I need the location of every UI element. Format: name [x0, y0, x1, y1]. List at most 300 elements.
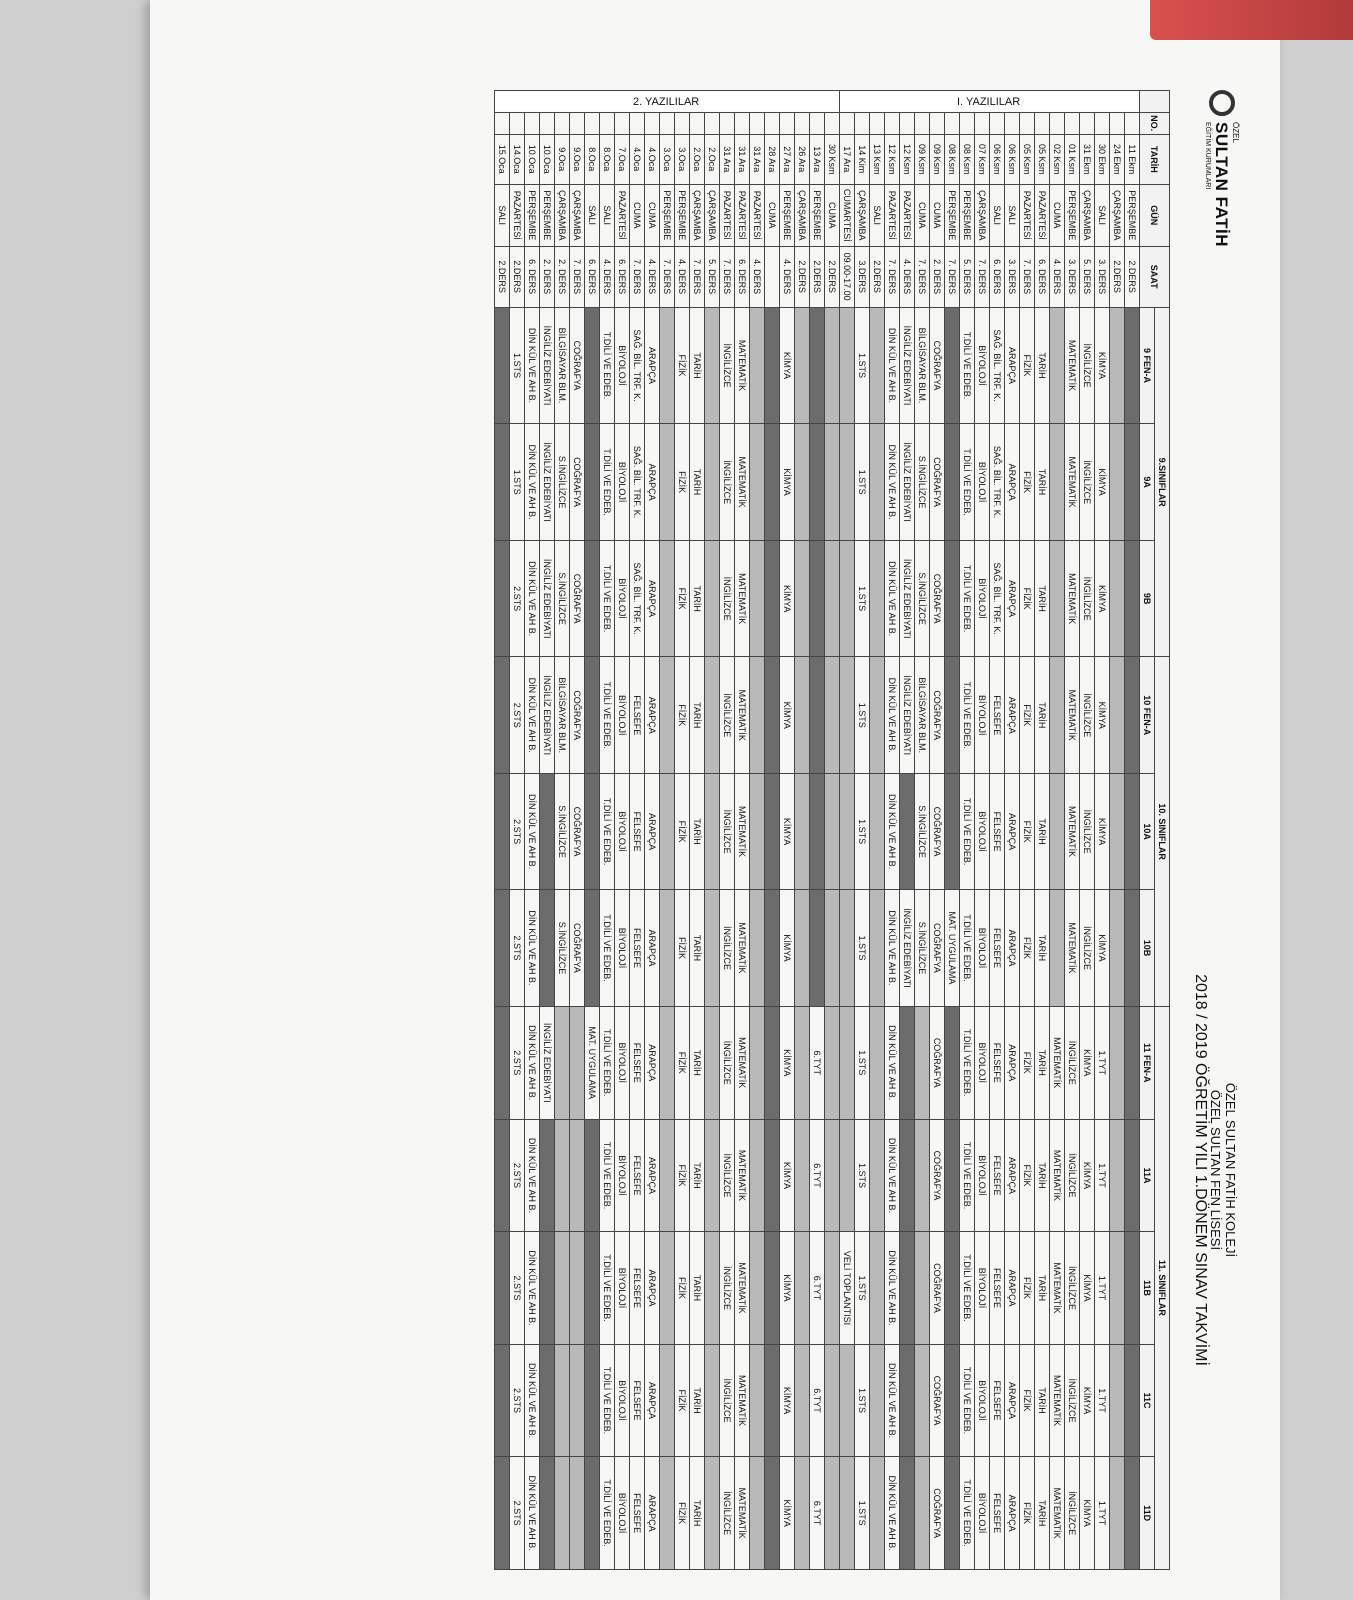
exam-cell: FİZİK: [675, 657, 690, 774]
time-cell: 7. DERS: [660, 246, 675, 307]
time-cell: 7. DERS: [720, 246, 735, 307]
exam-cell: SAĞ. BİL. TRF. K.: [990, 424, 1005, 541]
exam-cell: [1125, 657, 1140, 774]
heading-line-2: ÖZEL SULTAN FEN LİSESİ: [1208, 1089, 1223, 1251]
row-no: [660, 112, 675, 134]
exam-cell: [570, 1232, 585, 1345]
day-cell: PERŞEMBE: [1125, 185, 1140, 247]
day-cell: PAZARTESİ: [510, 185, 525, 247]
table-row: [1035, 91, 1050, 1570]
time-cell: 2.DERS: [795, 246, 810, 307]
exam-cell: KİMYA: [1095, 424, 1110, 541]
exam-cell: DİN KÜL VE AH B.: [525, 424, 540, 541]
time-cell: 6. DERS: [525, 246, 540, 307]
exam-cell: TARİH: [690, 1006, 705, 1119]
exam-cell: [825, 890, 840, 1007]
date-cell: 9.Oca: [570, 134, 585, 184]
exam-cell: T.DİLİ VE EDEB.: [960, 657, 975, 774]
day-cell: ÇARŞAMBA: [1080, 185, 1095, 247]
row-no: [1080, 112, 1095, 134]
exam-cell: [795, 774, 810, 890]
exam-cell: DİN KÜL VE AH B.: [885, 540, 900, 657]
exam-cell: MAT. UYGULAMA: [945, 890, 960, 1007]
exam-cell: ARAPÇA: [1005, 1344, 1020, 1457]
day-cell: ÇARŞAMBA: [795, 185, 810, 247]
exam-cell: COĞRAFYA: [570, 307, 585, 424]
time-cell: 6. DERS: [735, 246, 750, 307]
exam-cell: [900, 1344, 915, 1457]
exam-cell: FİZİK: [675, 424, 690, 541]
date-cell: 11 Ekm: [1125, 134, 1140, 184]
exam-cell: [750, 1006, 765, 1119]
exam-cell: [585, 424, 600, 541]
exam-cell: DİN KÜL VE AH B.: [525, 1344, 540, 1457]
exam-cell: FELSEFE: [990, 1006, 1005, 1119]
day-cell: PAZARTESİ: [735, 185, 750, 247]
exam-cell: [495, 657, 510, 774]
exam-cell: [705, 890, 720, 1007]
exam-cell: İNGİLİZCE: [1080, 890, 1095, 1007]
exam-cell: 2.STS: [510, 657, 525, 774]
exam-cell: FİZİK: [1020, 1344, 1035, 1457]
exam-cell: TARİH: [690, 774, 705, 890]
row-no: [1035, 112, 1050, 134]
time-cell: 2. DERS: [930, 246, 945, 307]
exam-cell: FİZİK: [1020, 1457, 1035, 1570]
date-cell: 31 Ara: [720, 134, 735, 184]
exam-cell: [705, 1457, 720, 1570]
exam-cell: FELSEFE: [630, 774, 645, 890]
row-no: [885, 112, 900, 134]
exam-cell: İNGİLİZCE: [1080, 774, 1095, 890]
table-row: [885, 91, 900, 1570]
exam-cell: [825, 1232, 840, 1345]
exam-cell: [765, 307, 780, 424]
exam-cell: TARİH: [1035, 1232, 1050, 1345]
exam-cell: COĞRAFYA: [570, 774, 585, 890]
exam-cell: DİN KÜL VE AH B.: [525, 1232, 540, 1345]
day-cell: ÇARŞAMBA: [705, 185, 720, 247]
time-cell: 6. DERS: [990, 246, 1005, 307]
row-no: [690, 112, 705, 134]
exam-cell: 2.STS: [510, 774, 525, 890]
header-time: SAAT: [1140, 246, 1170, 307]
exam-cell: T.DİLİ VE EDEB.: [960, 1119, 975, 1232]
exam-cell: 2.STS: [510, 1344, 525, 1457]
table-row: [1020, 91, 1035, 1570]
exam-cell: [1110, 1119, 1125, 1232]
exam-cell: [705, 657, 720, 774]
class-header: 9 FEN-A: [1140, 307, 1155, 424]
exam-cell: [870, 774, 885, 890]
exam-cell: ARAPÇA: [645, 540, 660, 657]
exam-cell: FİZİK: [1020, 307, 1035, 424]
exam-cell: [495, 1457, 510, 1570]
exam-cell: FİZİK: [1020, 1119, 1035, 1232]
exam-cell: T.DİLİ VE EDEB.: [960, 1232, 975, 1345]
exam-cell: [945, 1119, 960, 1232]
table-row: [780, 91, 795, 1570]
exam-cell: DİN KÜL VE AH B.: [885, 1006, 900, 1119]
exam-cell: DİN KÜL VE AH B.: [525, 1119, 540, 1232]
exam-cell: [945, 424, 960, 541]
exam-cell: [570, 1457, 585, 1570]
time-cell: 7. DERS: [1020, 246, 1035, 307]
exam-cell: MATEMATİK: [1050, 1119, 1065, 1232]
table-row: [975, 91, 990, 1570]
exam-cell: KİMYA: [1080, 1344, 1095, 1457]
exam-cell: [900, 1119, 915, 1232]
exam-cell: ARAPÇA: [645, 1344, 660, 1457]
day-cell: PERŞEMBE: [945, 185, 960, 247]
header-date: TARİH: [1140, 134, 1170, 184]
time-cell: 5. DERS: [1080, 246, 1095, 307]
exam-cell: [765, 657, 780, 774]
exam-cell: TARİH: [1035, 774, 1050, 890]
exam-cell: [765, 1006, 780, 1119]
exam-cell: 6.TYT: [810, 1457, 825, 1570]
exam-cell: [555, 1119, 570, 1232]
exam-cell: 2.STS: [510, 1457, 525, 1570]
exam-cell: MATEMATİK: [735, 657, 750, 774]
table-row: [570, 91, 585, 1570]
logo-name: SULTAN FATİH: [1212, 122, 1231, 247]
logo-icon: [1209, 90, 1235, 116]
exam-cell: [570, 1119, 585, 1232]
exam-cell: İNGİLİZ EDEBİYATI: [540, 307, 555, 424]
exam-cell: BİLGİSAYAR BLM.: [915, 657, 930, 774]
exam-cell: 1.STS: [855, 890, 870, 1007]
exam-cell: FELSEFE: [630, 1006, 645, 1119]
table-row: [1005, 91, 1020, 1570]
exam-cell: COĞRAFYA: [930, 657, 945, 774]
exam-cell: COĞRAFYA: [930, 1006, 945, 1119]
exam-cell: [840, 1006, 855, 1119]
exam-cell: SAĞ. BİL. TRF. K.: [630, 424, 645, 541]
time-cell: 2.DERS: [1110, 246, 1125, 307]
time-cell: 4. DERS: [645, 246, 660, 307]
exam-cell: İNGİLİZ EDEBİYATI: [540, 540, 555, 657]
exam-cell: [900, 1006, 915, 1119]
exam-cell: BİLGİSAYAR BLM.: [915, 307, 930, 424]
table-row: [720, 91, 735, 1570]
exam-cell: KİMYA: [1080, 1119, 1095, 1232]
exam-cell: KİMYA: [780, 1232, 795, 1345]
exam-cell: 1.STS: [510, 307, 525, 424]
row-no: [795, 112, 810, 134]
time-cell: 2.DERS: [510, 246, 525, 307]
day-cell: PERŞEMBE: [675, 185, 690, 247]
heading-line-3: 2018 / 2019 ÖĞRETİM YILI 1.DÖNEM SINAV TAKVİMİ: [1192, 974, 1209, 1366]
exam-cell: S.İNGİLİZCE: [915, 890, 930, 1007]
row-no: [1020, 112, 1035, 134]
exam-cell: MATEMATİK: [735, 1344, 750, 1457]
time-cell: 4. DERS: [750, 246, 765, 307]
exam-cell: KİMYA: [780, 1119, 795, 1232]
class-header: 11 FEN-A: [1140, 1006, 1155, 1119]
exam-cell: [765, 774, 780, 890]
exam-cell: [915, 1232, 930, 1345]
exam-cell: 1.TYT: [1095, 1119, 1110, 1232]
section-first-exams: I. YAZILILAR: [840, 91, 1140, 113]
row-no: [900, 112, 915, 134]
table-row: [585, 91, 600, 1570]
exam-cell: [540, 890, 555, 1007]
exam-cell: BİYOLOJİ: [975, 1006, 990, 1119]
exam-cell: [1125, 1457, 1140, 1570]
exam-cell: T.DİLİ VE EDEB.: [960, 1006, 975, 1119]
exam-cell: SAĞ. BİL. TRF. K.: [990, 540, 1005, 657]
day-cell: PAZARTESİ: [720, 185, 735, 247]
exam-cell: [765, 424, 780, 541]
row-no: [975, 112, 990, 134]
exam-cell: [495, 774, 510, 890]
date-cell: 8.Oca: [600, 134, 615, 184]
exam-cell: ARAPÇA: [645, 774, 660, 890]
exam-cell: 1.STS: [855, 424, 870, 541]
table-row: [765, 91, 780, 1570]
table-row: [1065, 91, 1080, 1570]
row-no: [600, 112, 615, 134]
exam-cell: ARAPÇA: [1005, 1119, 1020, 1232]
exam-cell: İNGİLİZ EDEBİYATI: [540, 1006, 555, 1119]
exam-cell: İNGİLİZCE: [720, 1232, 735, 1345]
date-cell: 13 Ksm: [870, 134, 885, 184]
exam-cell: [825, 540, 840, 657]
table-row: [855, 91, 870, 1570]
exam-cell: [585, 657, 600, 774]
exam-cell: BİYOLOJİ: [615, 1232, 630, 1345]
time-cell: 2. DERS: [540, 246, 555, 307]
exam-cell: T.DİLİ VE EDEB.: [600, 1457, 615, 1570]
exam-cell: İNGİLİZCE: [720, 307, 735, 424]
class-header: 11A: [1140, 1119, 1155, 1232]
exam-cell: DİN KÜL VE AH B.: [525, 890, 540, 1007]
row-no: [1095, 112, 1110, 134]
exam-cell: DİN KÜL VE AH B.: [885, 657, 900, 774]
exam-cell: ARAPÇA: [1005, 774, 1020, 890]
day-cell: SALI: [600, 185, 615, 247]
date-cell: 31 Ara: [750, 134, 765, 184]
exam-cell: MATEMATİK: [735, 307, 750, 424]
table-row: [930, 91, 945, 1570]
row-no: [735, 112, 750, 134]
exam-cell: [750, 890, 765, 1007]
exam-cell: MATEMATİK: [735, 540, 750, 657]
exam-cell: [765, 1119, 780, 1232]
exam-cell: [1125, 1119, 1140, 1232]
exam-cell: 1.STS: [855, 1119, 870, 1232]
exam-cell: FİZİK: [675, 1344, 690, 1457]
exam-cell: [495, 1119, 510, 1232]
date-cell: 3.Oca: [660, 134, 675, 184]
class-header: 11D: [1140, 1457, 1155, 1570]
table-row: [900, 91, 915, 1570]
exam-cell: [795, 1232, 810, 1345]
table-row: [645, 91, 660, 1570]
class-header-row: [1140, 91, 1155, 1570]
exam-cell: İNGİLİZCE: [720, 890, 735, 1007]
exam-cell: [825, 424, 840, 541]
exam-cell: TARİH: [1035, 307, 1050, 424]
exam-cell: TARİH: [1035, 657, 1050, 774]
exam-cell: 6.TYT: [810, 1119, 825, 1232]
exam-cell: BİYOLOJİ: [975, 1232, 990, 1345]
exam-cell: DİN KÜL VE AH B.: [885, 424, 900, 541]
exam-cell: BİYOLOJİ: [615, 657, 630, 774]
time-cell: 2.DERS: [870, 246, 885, 307]
row-no: [780, 112, 795, 134]
time-cell: 3. DERS: [1095, 246, 1110, 307]
exam-cell: [585, 890, 600, 1007]
exam-cell: İNGİLİZCE: [1065, 1344, 1080, 1457]
exam-cell: [1125, 774, 1140, 890]
exam-cell: [795, 307, 810, 424]
row-no: [765, 112, 780, 134]
exam-cell: T.DİLİ VE EDEB.: [600, 540, 615, 657]
exam-cell: FİZİK: [1020, 774, 1035, 890]
exam-cell: KİMYA: [780, 890, 795, 1007]
exam-cell: TARİH: [690, 1119, 705, 1232]
exam-cell: ARAPÇA: [645, 657, 660, 774]
exam-cell: [495, 1232, 510, 1345]
exam-cell: [795, 657, 810, 774]
exam-cell: [555, 1232, 570, 1345]
exam-cell: [1050, 890, 1065, 1007]
exam-cell: TARİH: [1035, 1006, 1050, 1119]
table-row: [630, 91, 645, 1570]
row-no: [510, 112, 525, 134]
exam-cell: [1110, 774, 1125, 890]
exam-cell: [495, 424, 510, 541]
exam-cell: ARAPÇA: [1005, 540, 1020, 657]
exam-cell: FİZİK: [1020, 890, 1035, 1007]
exam-cell: MATEMATİK: [1050, 1006, 1065, 1119]
exam-cell: [795, 424, 810, 541]
exam-cell: [705, 1119, 720, 1232]
row-no: [945, 112, 960, 134]
exam-cell: [795, 1457, 810, 1570]
exam-cell: İNGİLİZCE: [720, 1119, 735, 1232]
exam-cell: [945, 1232, 960, 1345]
exam-cell: T.DİLİ VE EDEB.: [600, 424, 615, 541]
exam-cell: 1.STS: [510, 424, 525, 541]
table-row: [495, 91, 510, 1570]
exam-cell: KİMYA: [1095, 774, 1110, 890]
exam-cell: BİYOLOJİ: [615, 774, 630, 890]
exam-cell: DİN KÜL VE AH B.: [885, 1344, 900, 1457]
exam-cell: FELSEFE: [630, 1344, 645, 1457]
exam-cell: [825, 1006, 840, 1119]
time-cell: 2. DERS: [555, 246, 570, 307]
row-no: [630, 112, 645, 134]
exam-cell: COĞRAFYA: [930, 1119, 945, 1232]
exam-cell: COĞRAFYA: [930, 1232, 945, 1345]
table-row: [525, 91, 540, 1570]
time-cell: 5. DERS: [705, 246, 720, 307]
exam-cell: [810, 657, 825, 774]
exam-cell: COĞRAFYA: [930, 1344, 945, 1457]
exam-cell: TARİH: [1035, 424, 1050, 541]
exam-cell: [705, 1232, 720, 1345]
exam-cell: MATEMATİK: [1065, 540, 1080, 657]
row-no: [840, 112, 855, 134]
exam-cell: DİN KÜL VE AH B.: [885, 1119, 900, 1232]
exam-cell: T.DİLİ VE EDEB.: [600, 774, 615, 890]
exam-cell: İNGİLİZCE: [1065, 1119, 1080, 1232]
exam-cell: KİMYA: [780, 1457, 795, 1570]
exam-cell: [660, 307, 675, 424]
exam-cell: [705, 424, 720, 541]
exam-cell: İNGİLİZ EDEBİYATI: [900, 890, 915, 1007]
exam-cell: KİMYA: [780, 1006, 795, 1119]
table-row: [750, 91, 765, 1570]
exam-cell: [660, 1119, 675, 1232]
exam-cell: KİMYA: [780, 657, 795, 774]
exam-cell: [795, 1119, 810, 1232]
time-cell: 4. DERS: [900, 246, 915, 307]
exam-cell: BİYOLOJİ: [975, 1119, 990, 1232]
exam-cell: İNGİLİZCE: [720, 774, 735, 890]
row-no: [1110, 112, 1125, 134]
exam-cell: [810, 424, 825, 541]
exam-cell: [945, 540, 960, 657]
time-cell: 09.00-17.00: [840, 246, 855, 307]
date-cell: 31 Ekm: [1080, 134, 1095, 184]
exam-cell: T.DİLİ VE EDEB.: [600, 1119, 615, 1232]
exam-cell: FİZİK: [1020, 1006, 1035, 1119]
exam-cell: İNGİLİZ EDEBİYATI: [900, 540, 915, 657]
exam-cell: DİN KÜL VE AH B.: [885, 890, 900, 1007]
document-heading: [1193, 790, 1238, 1550]
exam-cell: [540, 1457, 555, 1570]
exam-cell: DİN KÜL VE AH B.: [885, 1457, 900, 1570]
exam-cell: FİZİK: [675, 307, 690, 424]
table-row: [1125, 91, 1140, 1570]
exam-cell: FİZİK: [675, 1457, 690, 1570]
exam-cell: BİYOLOJİ: [975, 657, 990, 774]
exam-cell: SAĞ. BİL. TRF. K.: [630, 307, 645, 424]
exam-cell: [840, 1457, 855, 1570]
exam-cell: [915, 1119, 930, 1232]
exam-cell: İNGİLİZCE: [720, 657, 735, 774]
day-cell: CUMA: [1050, 185, 1065, 247]
date-cell: 06 Ksm: [990, 134, 1005, 184]
exam-cell: [570, 1344, 585, 1457]
exam-cell: FELSEFE: [630, 890, 645, 1007]
exam-cell: [915, 1006, 930, 1119]
exam-cell: İNGİLİZ EDEBİYATI: [900, 424, 915, 541]
row-no: [555, 112, 570, 134]
day-cell: PAZARTESİ: [1020, 185, 1035, 247]
exam-cell: ARAPÇA: [1005, 307, 1020, 424]
date-cell: 8.Oca: [585, 134, 600, 184]
exam-cell: 6.TYT: [810, 1344, 825, 1457]
time-cell: 5. DERS: [960, 246, 975, 307]
exam-cell: [555, 1344, 570, 1457]
time-cell: [765, 246, 780, 307]
exam-cell: [660, 1457, 675, 1570]
exam-cell: [495, 890, 510, 1007]
header-no: NO.: [1140, 112, 1170, 134]
exam-cell: [840, 540, 855, 657]
row-no: [615, 112, 630, 134]
exam-cell: COĞRAFYA: [930, 307, 945, 424]
exam-cell: 1.STS: [855, 1232, 870, 1345]
row-no: [540, 112, 555, 134]
date-cell: 30 Ekm: [1095, 134, 1110, 184]
exam-cell: [750, 1457, 765, 1570]
